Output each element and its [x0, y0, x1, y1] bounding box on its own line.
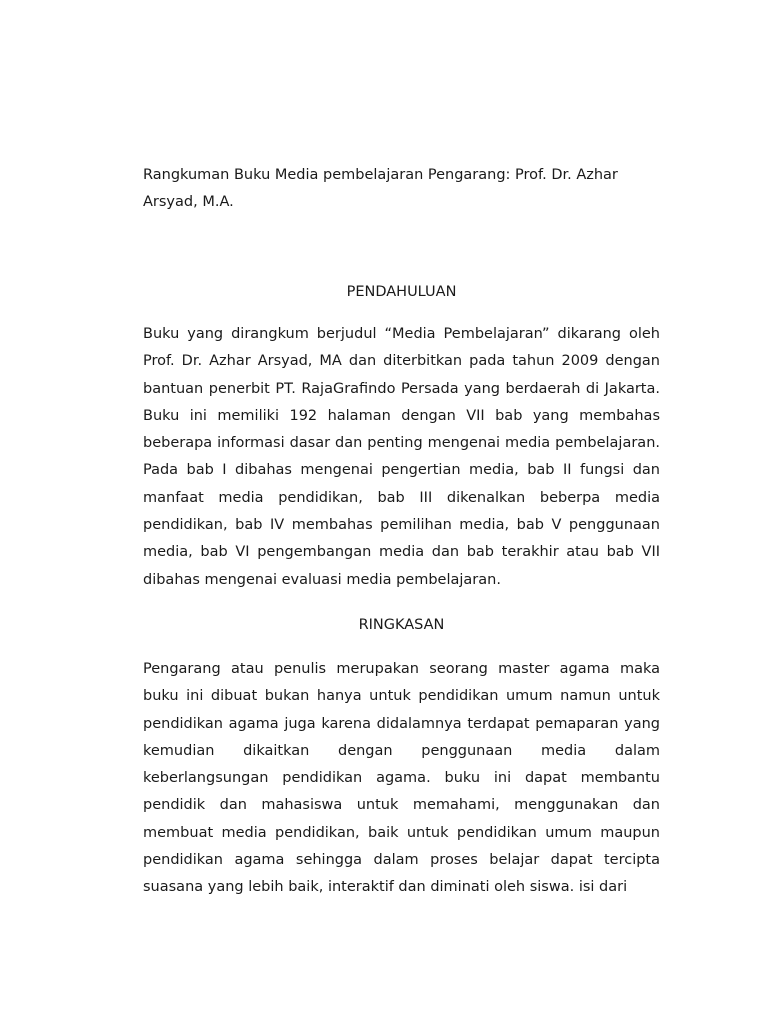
section-body-ringkasan: Pengarang atau penulis merupakan seorang master agama maka buku ini dibuat bukan hanya untuk pendidikan umum namun untuk pendidikan agama juga karena didalamnya terdapat pemaparan yang kemudian dikaitkan dengan penggunaan media dalam keberlangsungan pendidikan agama. buku ini dapat membantu pendidik dan mahasiswa untuk memahami, menggunakan dan membuat media pendidikan, baik untuk pendidikan umum maupun pendidikan agama sehingga dalam proses belajar dapat tercipta suasana yang lebih baik, interaktif dan diminati oleh siswa. isi dari [143, 661, 660, 896]
section-body-pendahuluan: Buku yang dirangkum berjudul “Media Pembelajaran” dikarang oleh Prof. Dr. Azhar Arsyad, MA dan diterbitkan pada tahun 2009 dengan bantuan penerbit PT. RajaGrafindo Persada yang berdaerah di Jakarta. Buku ini memiliki 192 halaman dengan VII bab yang membahas beberapa informasi dasar dan penting mengenai media pembelajaran. Pada bab I dibahas mengenai pengertian media, bab II fungsi dan manfaat media pendidikan, bab III dikenalkan beberpa media pendidikan, bab IV membahas pemilihan media, bab V penggunaan media, bab VI pengembangan media dan bab terakhir atau bab VII dibahas mengenai evaluasi media pembelajaran. [143, 326, 660, 588]
document-title-line: Rangkuman Buku Media pembelajaran Pengarang: Prof. Dr. Azhar Arsyad, M.A. [143, 167, 618, 210]
section-heading-pendahuluan: PENDAHULUAN [346, 284, 457, 300]
section-heading-ringkasan: RINGKASAN [358, 617, 445, 633]
